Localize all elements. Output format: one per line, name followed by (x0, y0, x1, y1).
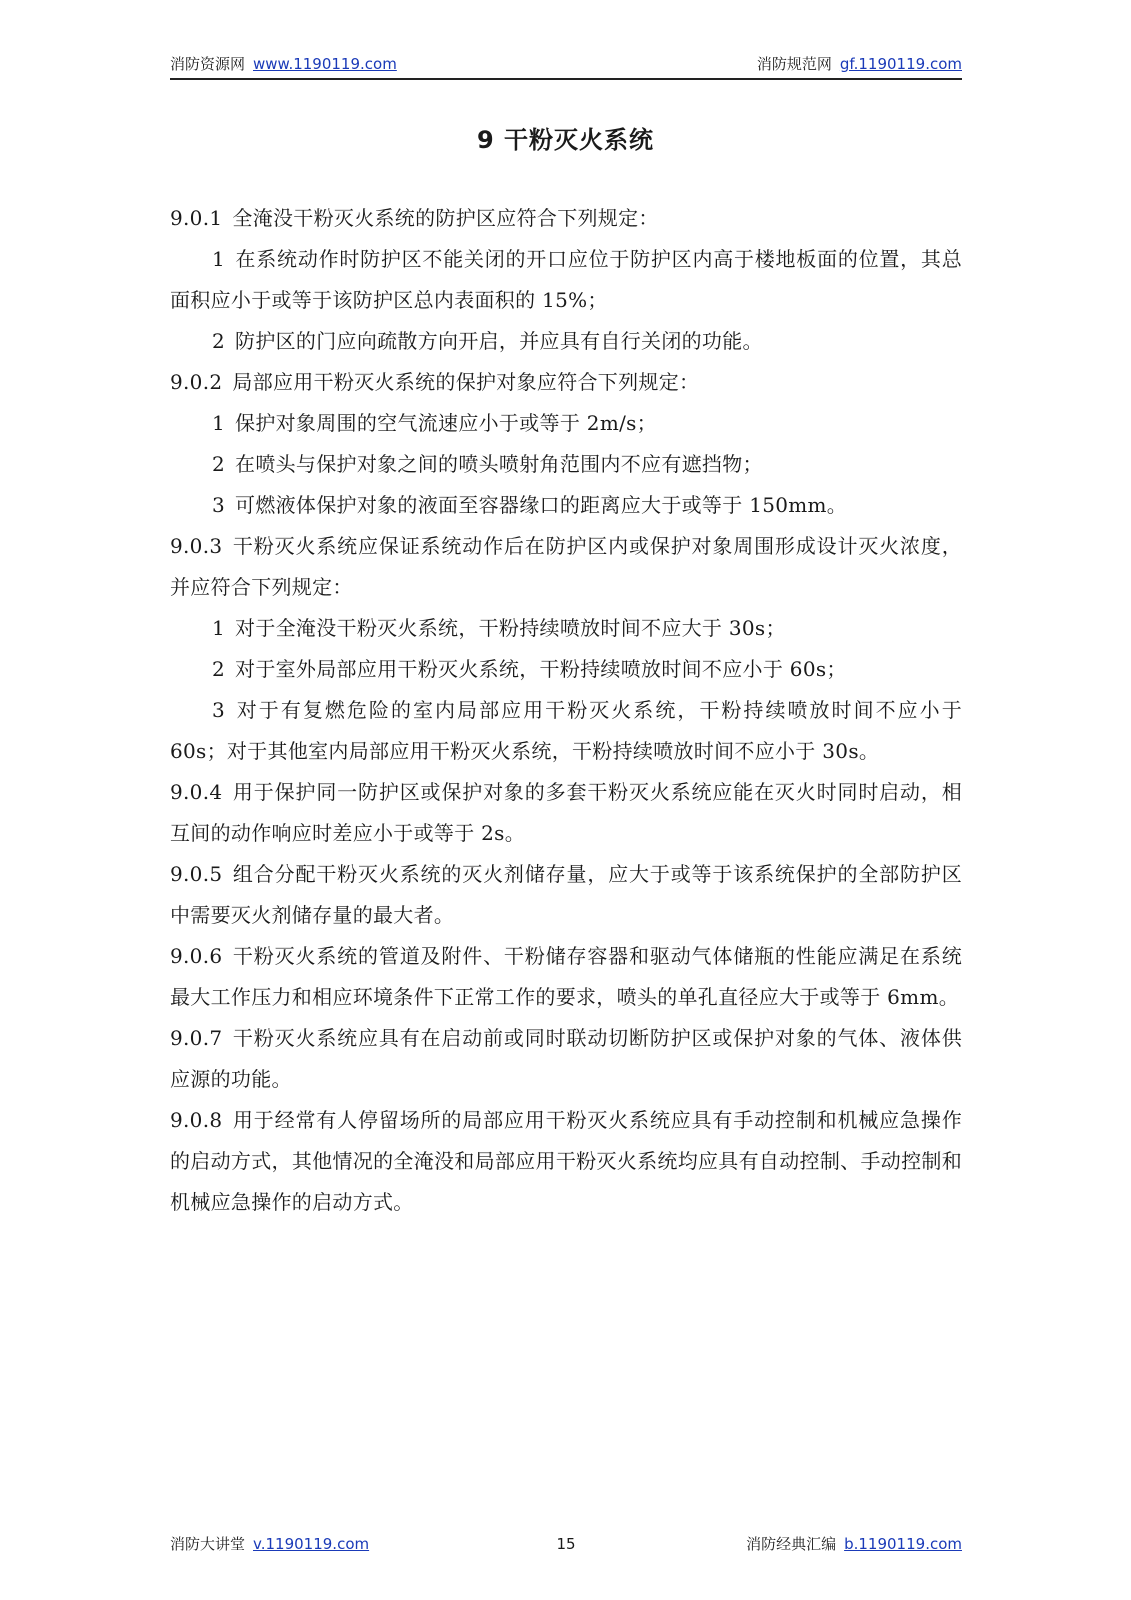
clause-9-0-1 (170, 198, 962, 239)
list-item (170, 403, 962, 444)
item-text: 防护区的门应向疏散方向开启，并应具有自行关闭的功能。 (235, 329, 763, 353)
clause-9-0-6 (170, 936, 962, 1018)
clause-text: 用于保护同一防护区或保护对象的多套干粉灭火系统应能在灭火时同时启动，相互间的动作响应时差应小于或等于 2s。 (170, 780, 962, 845)
clause-9-0-2 (170, 362, 962, 403)
clause-text: 干粉灭火系统的管道及附件、干粉储存容器和驱动气体储瓶的性能应满足在系统最大工作压力和相应环境条件下正常工作的要求，喷头的单孔直径应大于或等于 6mm。 (170, 944, 962, 1009)
item-text: 对于室外局部应用干粉灭火系统，干粉持续喷放时间不应小于 60s； (235, 657, 847, 681)
list-item (170, 239, 962, 321)
footer-right-site-link[interactable]: b.1190119.com (844, 1535, 962, 1553)
item-number: 2 (212, 452, 226, 476)
list-item (170, 690, 962, 772)
list-item (170, 321, 962, 362)
footer-right-site-name: 消防经典汇编 (746, 1535, 837, 1553)
clause-text: 组合分配干粉灭火系统的灭火剂储存量，应大于或等于该系统保护的全部防护区中需要灭火剂储存量的最大者。 (170, 862, 962, 927)
item-text: 对于有复燃危险的室内局部应用干粉灭火系统，干粉持续喷放时间不应小于 60s；对于其他室内局部应用干粉灭火系统，干粉持续喷放时间不应小于 30s。 (170, 698, 962, 763)
page-number: 15 (556, 1535, 576, 1553)
item-number: 1 (212, 247, 226, 271)
header-right (757, 54, 962, 74)
clause-text: 干粉灭火系统应保证系统动作后在防护区内或保护对象周围形成设计灭火浓度，并应符合下列规定： (170, 534, 962, 599)
page-footer (170, 1534, 962, 1556)
item-number: 1 (212, 616, 226, 640)
clause-number: 9.0.2 (170, 370, 223, 394)
clause-number: 9.0.7 (170, 1026, 223, 1050)
clause-9-0-8 (170, 1100, 962, 1223)
item-number: 2 (212, 329, 226, 353)
item-text: 在喷头与保护对象之间的喷头喷射角范围内不应有遮挡物； (235, 452, 763, 476)
item-number: 3 (212, 698, 226, 722)
item-text: 在系统动作时防护区不能关闭的开口应位于防护区内高于楼地板面的位置，其总面积应小于或等于该防护区总内表面积的 15%； (170, 247, 962, 312)
clause-text: 用于经常有人停留场所的局部应用干粉灭火系统应具有手动控制和机械应急操作的启动方式，其他情况的全淹没和局部应用干粉灭火系统均应具有自动控制、手动控制和机械应急操作的启动方式。 (170, 1108, 962, 1214)
footer-left-site-link[interactable]: v.1190119.com (253, 1535, 370, 1553)
clause-number: 9.0.5 (170, 862, 223, 886)
clause-number: 9.0.3 (170, 534, 223, 558)
header-left (170, 54, 397, 74)
list-item (170, 444, 962, 485)
chapter-title: 9 干粉灭火系统 (476, 126, 655, 154)
footer-right (746, 1534, 962, 1554)
clause-9-0-4 (170, 772, 962, 854)
list-item (170, 485, 962, 526)
clause-number: 9.0.6 (170, 944, 223, 968)
clause-9-0-3 (170, 526, 962, 608)
list-item (170, 649, 962, 690)
item-number: 2 (212, 657, 226, 681)
item-text: 可燃液体保护对象的液面至容器缘口的距离应大于或等于 150mm。 (235, 493, 848, 517)
item-number: 1 (212, 411, 226, 435)
page-header (170, 54, 962, 80)
clause-9-0-5 (170, 854, 962, 936)
document-body (170, 198, 962, 1223)
clause-text: 干粉灭火系统应具有在启动前或同时联动切断防护区或保护对象的气体、液体供应源的功能。 (170, 1026, 962, 1091)
header-right-site-link[interactable]: gf.1190119.com (839, 55, 962, 73)
clause-text: 局部应用干粉灭火系统的保护对象应符合下列规定： (232, 370, 700, 394)
clause-number: 9.0.8 (170, 1108, 223, 1132)
clause-text: 全淹没干粉灭火系统的防护区应符合下列规定： (232, 206, 659, 230)
item-number: 3 (212, 493, 226, 517)
header-right-site-name: 消防规范网 (756, 55, 832, 73)
item-text: 保护对象周围的空气流速应小于或等于 2m/s； (235, 411, 657, 435)
clause-9-0-7 (170, 1018, 962, 1100)
footer-left-site-name: 消防大讲堂 (170, 1535, 246, 1553)
clause-number: 9.0.4 (170, 780, 223, 804)
header-left-site-name: 消防资源网 (170, 55, 246, 73)
clause-number: 9.0.1 (170, 206, 223, 230)
list-item (170, 608, 962, 649)
item-text: 对于全淹没干粉灭火系统，干粉持续喷放时间不应大于 30s； (235, 616, 786, 640)
header-left-site-link[interactable]: www.1190119.com (253, 55, 397, 73)
